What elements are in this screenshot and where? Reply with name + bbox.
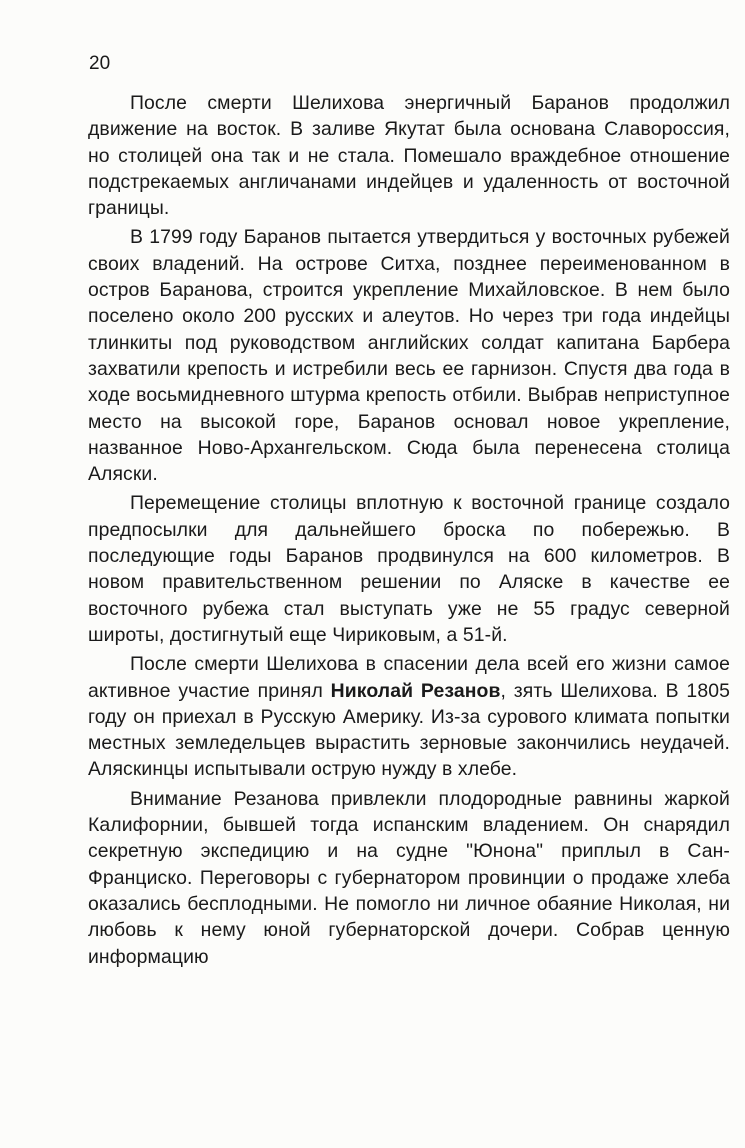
page-number: 20 (89, 53, 111, 74)
paragraph: После смерти Шелихова энергичный Баранов продолжил движение на восток. В заливе Якутат была основана Славороссия, но столицей она так и не стала. Помешало враждебное отношение подстрекаемых англичанами индейцев и удаленность от восточной границы. (88, 92, 730, 220)
paragraph: В 1799 году Баранов пытается утвердиться у восточных рубежей своих владений. На острове Ситха, позднее переименованном в остров Баранова, строится укрепление Михайловское. В нем было поселено около 200 русских и алеутов. Но через три года индейцы тлинкиты под руководством английских солдат капитана Барбера захватили крепость и истребили весь ее гарнизон. Спустя два года в ходе восьмидневного штурма крепость отбили. Выбрав неприступное место на высокой горе, Баранов основал новое укрепление, названное Ново-Архангельском. Сюда была перенесена столица Аляски. (88, 226, 730, 486)
paragraph (88, 651, 730, 782)
paragraph: Перемещение столицы вплотную к восточной границе создало предпосылки для дальнейшего броска по побережью. В последующие годы Баранов продвинулся на 600 километров. В новом правительственном решении по Аляске в качестве ее восточного рубежа стал выступать уже не 55 градус северной широты, достигнутый еще Чириковым, а 51-й. (88, 492, 730, 646)
paragraph-text: После смерти Шелихова в спасении дела всей его жизни самое активное участие принял (88, 653, 730, 702)
paragraph-text: , зять Шелихова. В 1805 году он приехал в Русскую Америку. Из-за сурового климата попытки местных земледельцев вырастить зерновые закончились неудачей. Аляскинцы испытывали острую нужду в хлебе. (88, 679, 730, 781)
bold-name: Николай Резанов (330, 679, 501, 702)
paragraph: Внимание Резанова привлекли плодородные равнины жаркой Калифорнии, бывшей тогда испанским владением. Он снарядил секретную экспедицию и на судне "Юнона" приплыл в Сан-Франциско. Переговоры с губернатором провинции о продаже хлеба оказались бесплодными. Не помогло ни личное обаяние Николая, ни любовь к нему юной губернаторской дочери. Собрав ценную информацию (88, 787, 730, 968)
body-text (88, 90, 730, 973)
